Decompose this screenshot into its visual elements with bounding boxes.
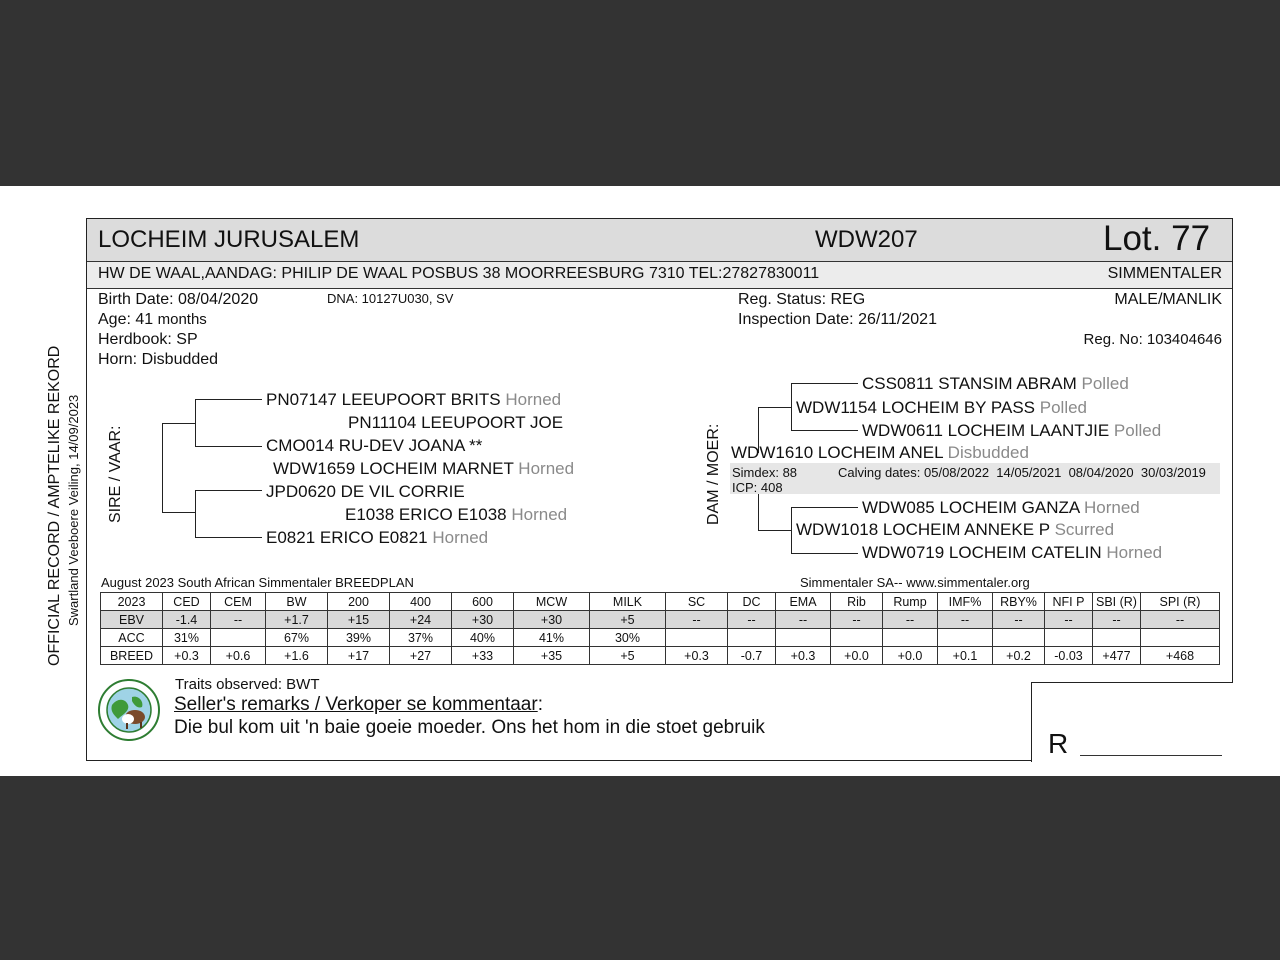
table-cell: +0.2 <box>993 647 1045 665</box>
table-cell: +0.0 <box>883 647 938 665</box>
table-cell: +17 <box>328 647 390 665</box>
pedigree-name: PN07147 LEEUPOORT BRITS <box>266 390 501 409</box>
table-cell: +30 <box>452 611 514 629</box>
pedigree-name: CSS0811 STANSIM ABRAM <box>862 374 1077 393</box>
registration-number: Reg. No: 103404646 <box>1083 331 1222 348</box>
animal-name: LOCHEIM JURUSALEM <box>98 226 360 253</box>
sellers-remarks-heading <box>174 694 543 716</box>
pedigree-name: WDW1018 LOCHEIM ANNEKE P <box>796 520 1050 539</box>
dam-dam-sire <box>862 498 1140 518</box>
table-cell: MCW <box>514 593 590 611</box>
horn-status: Disbudded <box>947 443 1029 462</box>
table-cell: -- <box>938 611 993 629</box>
table-cell: +0.3 <box>163 647 211 665</box>
sire-tree-line <box>195 446 262 447</box>
sire-dam-sire <box>266 482 465 502</box>
dam-dam-dam <box>862 543 1162 563</box>
dam-tree-line <box>791 383 858 384</box>
table-cell: 41% <box>514 629 590 647</box>
birth-date: Birth Date: 08/04/2020 <box>98 291 259 308</box>
row-label-cell: ACC <box>101 629 163 647</box>
table-cell: 40% <box>452 629 514 647</box>
table-cell: MILK <box>590 593 666 611</box>
table-cell: SC <box>666 593 728 611</box>
table-cell: -- <box>831 611 883 629</box>
pedigree-name: WDW1659 LOCHEIM MARNET <box>273 459 514 478</box>
table-cell <box>938 629 993 647</box>
breed-name: SIMMENTALER <box>1107 265 1222 282</box>
table-cell <box>1141 629 1220 647</box>
table-cell: EMA <box>776 593 831 611</box>
sire-tree-line <box>195 490 196 537</box>
dam-simdex: Simdex: 88 <box>732 465 798 480</box>
pedigree-name: CMO014 RU-DEV JOANA ** <box>266 436 483 455</box>
table-cell: +0.0 <box>831 647 883 665</box>
table-cell: -- <box>1093 611 1141 629</box>
pedigree-name: WDW085 LOCHEIM GANZA <box>862 498 1080 517</box>
table-cell: -- <box>993 611 1045 629</box>
pedigree-name: WDW1610 LOCHEIM ANEL <box>731 443 943 462</box>
table-cell: -1.4 <box>163 611 211 629</box>
table-cell: Rump <box>883 593 938 611</box>
table-cell: -- <box>728 611 776 629</box>
table-cell: 31% <box>163 629 211 647</box>
dam-tree-line <box>791 507 792 553</box>
reg-status: Reg. Status: REG <box>738 291 866 308</box>
table-cell <box>211 629 266 647</box>
table-cell: +27 <box>390 647 452 665</box>
table-cell: Rib <box>831 593 883 611</box>
table-cell: +24 <box>390 611 452 629</box>
table-cell <box>1045 629 1093 647</box>
pedigree-name: WDW1154 LOCHEIM BY PASS <box>796 398 1036 417</box>
table-cell: +0.1 <box>938 647 993 665</box>
horn-status: Polled <box>1039 398 1088 417</box>
table-cell: +0.3 <box>666 647 728 665</box>
sire-dam <box>345 505 567 525</box>
table-row-acc <box>101 629 1220 647</box>
row-label-cell: BREED <box>101 647 163 665</box>
ebv-table-body <box>101 593 1220 665</box>
table-cell: -- <box>1045 611 1093 629</box>
table-cell <box>728 629 776 647</box>
table-cell: +468 <box>1141 647 1220 665</box>
horn-status: Horned <box>1106 543 1163 562</box>
sellers-remarks-text: Die bul kom uit 'n baie goeie moeder. Ons het hom in die stoet gebruik <box>174 717 765 738</box>
table-cell: -- <box>776 611 831 629</box>
table-header-row <box>101 593 1220 611</box>
sire-sire-dam <box>266 436 482 456</box>
pedigree-name: E1038 ERICO E1038 <box>345 505 507 524</box>
sire-tree-line <box>162 423 163 512</box>
sire-tree-line <box>162 512 196 513</box>
dam-tree-line <box>791 383 792 431</box>
table-cell: +35 <box>514 647 590 665</box>
table-cell: +30 <box>514 611 590 629</box>
lot-number: Lot. 77 <box>1103 219 1211 258</box>
sire-label: SIRE / VAAR: <box>107 425 124 523</box>
horn-status: Horned <box>505 390 562 409</box>
inspection-date: Inspection Date: 26/11/2021 <box>738 311 937 328</box>
sire-sire-sire <box>266 390 561 410</box>
table-cell <box>1093 629 1141 647</box>
table-cell <box>831 629 883 647</box>
dam-icp: ICP: 408 <box>732 480 783 495</box>
horn-status: Scurred <box>1054 520 1115 539</box>
animal-id: WDW207 <box>815 226 918 253</box>
horn-status: Horn: Disbudded <box>98 351 219 368</box>
sire-sire <box>348 413 563 433</box>
sellers-remarks-label: Seller's remarks / Verkoper se kommentaar <box>174 694 538 715</box>
sire <box>273 459 574 479</box>
pedigree-name: JPD0620 DE VIL CORRIE <box>266 482 465 501</box>
dam-tree-line <box>758 530 792 531</box>
dam-calving-dates: Calving dates: 05/08/2022 14/05/2021 08/04/2020 30/03/2019 <box>838 465 1206 480</box>
table-cell <box>776 629 831 647</box>
dam-label: DAM / MOER: <box>705 423 722 525</box>
table-cell: 400 <box>390 593 452 611</box>
sire-tree-line <box>162 423 196 424</box>
sire-tree-line <box>195 490 262 491</box>
table-cell <box>666 629 728 647</box>
horn-status: Horned <box>1084 498 1140 517</box>
pedigree-name: PN11104 LEEUPOORT JOE <box>348 413 564 432</box>
table-cell: +477 <box>1093 647 1141 665</box>
horn-status: Polled <box>1113 421 1162 440</box>
table-cell: RBY% <box>993 593 1045 611</box>
table-cell: +5 <box>590 647 666 665</box>
table-cell <box>993 629 1045 647</box>
age-value: Age: 41 <box>98 311 154 328</box>
price-currency: R <box>1048 728 1069 759</box>
row-label-cell: EBV <box>101 611 163 629</box>
table-row-breed <box>101 647 1220 665</box>
dam-tree-line <box>791 430 858 431</box>
table-cell <box>883 629 938 647</box>
pedigree-name: WDW0719 LOCHEIM CATELIN <box>862 543 1102 562</box>
table-cell: 200 <box>328 593 390 611</box>
dam-tree-line <box>758 494 759 530</box>
table-cell: -0.7 <box>728 647 776 665</box>
sire-tree-line <box>195 399 262 400</box>
table-cell: 67% <box>266 629 328 647</box>
sire-tree-line <box>195 537 262 538</box>
dna-info: DNA: 10127U030, SV <box>327 291 454 306</box>
table-cell: +0.3 <box>776 647 831 665</box>
horn-status: Horned <box>511 505 568 524</box>
table-cell: +0.6 <box>211 647 266 665</box>
table-cell: -- <box>883 611 938 629</box>
official-record-label: OFFICIAL RECORD / AMPTELIKE REKORD <box>46 345 63 666</box>
table-cell: 37% <box>390 629 452 647</box>
horn-status: Polled <box>1081 374 1129 393</box>
table-cell: NFI P <box>1045 593 1093 611</box>
table-cell: +1.7 <box>266 611 328 629</box>
table-cell: +1.6 <box>266 647 328 665</box>
table-cell: -0.03 <box>1045 647 1093 665</box>
table-cell: -- <box>666 611 728 629</box>
globe-cattle-icon <box>98 679 160 741</box>
row-label-cell: 2023 <box>101 593 163 611</box>
table-cell: SPI (R) <box>1141 593 1220 611</box>
table-cell: CED <box>163 593 211 611</box>
breedplan-caption: August 2023 South African Simmentaler BREEDPLAN <box>101 575 414 590</box>
table-cell: SBI (R) <box>1093 593 1141 611</box>
table-cell: +5 <box>590 611 666 629</box>
dam <box>731 443 1029 463</box>
pedigree-name: E0821 ERICO E0821 <box>266 528 428 547</box>
sire-tree-line <box>195 399 196 446</box>
breed-society-caption: Simmentaler SA-- www.simmentaler.org <box>800 575 1030 590</box>
sire-dam-dam <box>266 528 488 548</box>
table-cell: IMF% <box>938 593 993 611</box>
auction-label: Swartland Veeboere Veiling, 14/09/2023 <box>66 394 81 626</box>
owner-address: HW DE WAAL,AANDAG: PHILIP DE WAAL POSBUS 38 MOORREESBURG 7310 TEL:27827830011 <box>98 265 820 282</box>
dam-sire <box>796 398 1087 418</box>
table-cell: BW <box>266 593 328 611</box>
dam-sire-dam <box>862 421 1161 441</box>
table-cell: -- <box>1141 611 1220 629</box>
table-cell: DC <box>728 593 776 611</box>
traits-observed: Traits observed: BWT <box>175 676 320 693</box>
herdbook: Herdbook: SP <box>98 331 198 348</box>
ebv-table <box>100 592 1220 665</box>
dam-tree-line <box>791 507 858 508</box>
simmentaler-logo <box>98 679 160 741</box>
sex: MALE/MANLIK <box>1114 291 1222 308</box>
table-cell: -- <box>211 611 266 629</box>
remarks-colon: : <box>537 694 543 715</box>
price-input-line[interactable] <box>1080 755 1222 756</box>
age-unit: months <box>157 311 207 328</box>
horn-status: Horned <box>518 459 575 478</box>
dam-tree-line <box>758 407 792 408</box>
table-cell: CEM <box>211 593 266 611</box>
table-row-ebv <box>101 611 1220 629</box>
horn-status: Horned <box>432 528 489 547</box>
table-cell: 600 <box>452 593 514 611</box>
table-cell: +15 <box>328 611 390 629</box>
table-cell: +33 <box>452 647 514 665</box>
table-cell: 30% <box>590 629 666 647</box>
table-cell: 39% <box>328 629 390 647</box>
pedigree-name: WDW0611 LOCHEIM LAANTJIE <box>862 421 1110 440</box>
dam-dam <box>796 520 1114 540</box>
dam-tree-line <box>791 553 858 554</box>
age <box>98 311 207 329</box>
dam-sire-sire <box>862 374 1129 394</box>
